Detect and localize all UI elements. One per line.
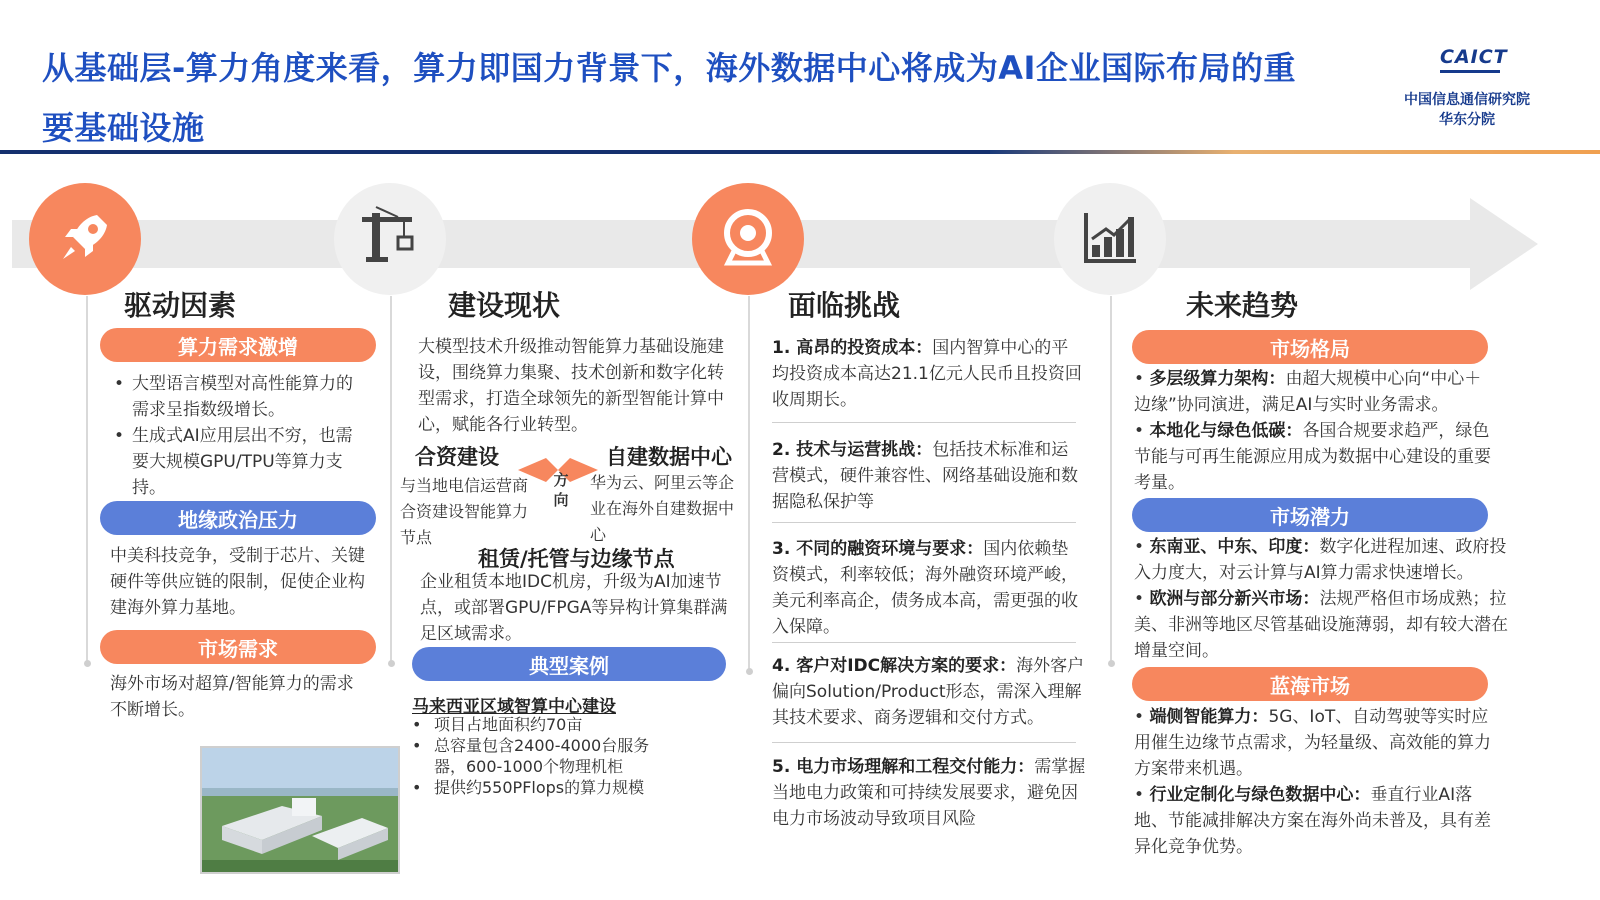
title-line-2: 要基础设施 — [42, 109, 205, 147]
divider — [772, 642, 1076, 643]
crane-icon — [358, 205, 422, 273]
col3-line — [748, 296, 750, 670]
challenge-item — [772, 536, 1082, 640]
challenge-item — [772, 754, 1092, 832]
demand-surge-pill: 算力需求激增 — [100, 328, 376, 362]
challenge-item — [772, 653, 1088, 731]
challenge-text: 需掌握当地电力政策和可持续发展要求，避免因电力市场波动导致项目风险 — [772, 757, 1086, 829]
rocket-icon — [55, 207, 115, 271]
org-name — [1392, 90, 1542, 130]
col4-heading: 未来趋势 — [1186, 289, 1299, 322]
geopolitics-pill: 地缘政治压力 — [100, 501, 376, 535]
case-study-title: 马来西亚区域智算中心建设 — [412, 697, 616, 717]
logo-underline — [1440, 70, 1500, 73]
trend-circle — [1054, 183, 1166, 295]
camera-icon — [716, 205, 780, 273]
case-study-list — [412, 714, 670, 798]
challenge-title: 5. 电力市场理解和工程交付能力： — [772, 757, 1035, 777]
lease-edge-title: 租赁/托管与边缘节点 — [478, 547, 675, 571]
col4-dot — [1108, 660, 1115, 667]
construction-circle — [334, 183, 446, 295]
challenge-title: 1. 高昂的投资成本： — [772, 338, 933, 358]
list-item: • 东南亚、中东、印度：数字化进程加速、政府投入力度大，对云计算与AI算力需求快速增长。 — [1134, 537, 1507, 583]
market-potential-list — [1134, 534, 1514, 664]
market-potential-pill: 市场潜力 — [1132, 498, 1488, 532]
list-item: • 多层级算力架构：由超大规模中心向“中心＋边缘”协同演进，满足AI与实时业务需求。 — [1134, 369, 1482, 415]
caict-logo: CAICT — [1440, 46, 1508, 68]
col1-heading: 驱动因素 — [124, 289, 237, 322]
challenge-item — [772, 437, 1082, 515]
challenge-item — [772, 335, 1082, 413]
col2-line — [390, 296, 392, 662]
blue-ocean-pill: 蓝海市场 — [1132, 667, 1488, 701]
challenge-text: 包括技术标准和运营模式，硬件兼容性、网络基础设施和数据隐私保护等 — [772, 440, 1078, 512]
case-study-pill: 典型案例 — [412, 647, 726, 681]
chart-icon — [1080, 207, 1140, 271]
col4-line — [1110, 296, 1112, 662]
driver-circle — [29, 183, 141, 295]
direction-label: 方向 — [553, 471, 569, 509]
list-item: • 本地化与绿色低碳：各国合规要求趋严，绿色节能与可再生能源应用成为数据中心建设的重要考量。 — [1134, 421, 1491, 493]
blue-ocean-list — [1134, 704, 1502, 860]
org-name-main: 中国信息通信研究院 — [1404, 92, 1530, 108]
challenge-text: 海外客户偏向Solution/Product形态，需深入理解其技术要求、商务逻辑和交付方式。 — [772, 656, 1085, 728]
joint-venture-title: 合资建设 — [415, 445, 499, 469]
org-name-branch: 华东分院 — [1439, 112, 1495, 128]
col1-dot — [84, 660, 91, 667]
title-line-1: 从基础层-算力角度来看，算力即国力背景下，海外数据中心将成为AI企业国际布局的重 — [42, 49, 1296, 87]
list-item: • 端侧智能算力：5G、IoT、自动驾驶等实时应用催生边缘节点需求，为轻量级、高效能的算力方案带来机遇。 — [1134, 707, 1491, 779]
market-structure-pill: 市场格局 — [1132, 330, 1488, 364]
col1-line — [86, 296, 88, 662]
challenge-text: 国内智算中心的平均投资成本高达21.1亿元人民币且投资回收周期长。 — [772, 338, 1082, 410]
page-title — [42, 38, 1332, 158]
self-built-text: 华为云、阿里云等企业在海外自建数据中心 — [590, 473, 735, 544]
challenge-circle — [692, 183, 804, 295]
header-divider-navy — [0, 150, 990, 154]
joint-venture-text: 与当地电信运营商合资建设智能算力节点 — [400, 476, 529, 547]
market-structure-list — [1134, 366, 1496, 496]
list-item: • 大型语言模型对高性能算力的需求呈指数级增长。 — [114, 371, 364, 423]
col3-dot — [746, 668, 753, 675]
datacenter-photo — [200, 746, 400, 874]
header-divider-orange — [990, 150, 1600, 154]
challenge-text: 国内依赖垫资模式，利率较低；海外融资环境严峻，美元利率高企，债务成本高，需更强的收入保障。 — [772, 539, 1078, 637]
timeline-arrow-head — [1470, 198, 1538, 290]
divider — [772, 742, 1076, 743]
list-item: • 生成式AI应用层出不穷，也需要大规模GPU/TPU等算力支持。 — [114, 423, 364, 501]
geopolitics-text: 中美科技竞争，受制于芯片、关键硬件等供应链的限制，促使企业构建海外算力基地。 — [110, 546, 365, 618]
list-item: • 行业定制化与绿色数据中心：垂直行业AI落地、节能减排解决方案在海外尚未普及，具有差异化竞争优势。 — [1134, 785, 1491, 857]
list-item: • 总容量包含2400-4000台服务器，600-1000个物理机柜 — [412, 735, 670, 777]
list-item: • 提供约550PFlops的算力规模 — [412, 777, 670, 798]
self-built-title: 自建数据中心 — [606, 445, 732, 469]
col2-dot — [388, 660, 395, 667]
list-item: • 项目占地面积约70亩 — [412, 714, 670, 735]
construction-intro: 大模型技术升级推动智能算力基础设施建设，围绕算力集聚、技术创新和数字化转型需求，打造全球领先的新型智能计算中心，赋能各行业转型。 — [418, 337, 724, 435]
divider — [772, 422, 1076, 423]
demand-surge-list — [114, 371, 364, 501]
col2-heading: 建设现状 — [448, 289, 561, 322]
lease-edge-text: 企业租赁本地IDC机房，升级为AI加速节点，或部署GPU/FPGA等异构计算集群满足区域需求。 — [420, 572, 728, 644]
list-item: • 欧洲与部分新兴市场：法规严格但市场成熟；拉美、非洲等地区尽管基础设施薄弱，却有较大潜在增量空间。 — [1134, 589, 1508, 661]
challenge-title: 4. 客户对IDC解决方案的要求： — [772, 656, 1017, 676]
challenge-title: 3. 不同的融资环境与要求： — [772, 539, 984, 559]
col3-heading: 面临挑战 — [788, 289, 901, 322]
market-demand-pill: 市场需求 — [100, 630, 376, 664]
market-demand-text: 海外市场对超算/智能算力的需求不断增长。 — [110, 674, 354, 720]
challenge-title: 2. 技术与运营挑战： — [772, 440, 933, 460]
divider — [772, 522, 1076, 523]
